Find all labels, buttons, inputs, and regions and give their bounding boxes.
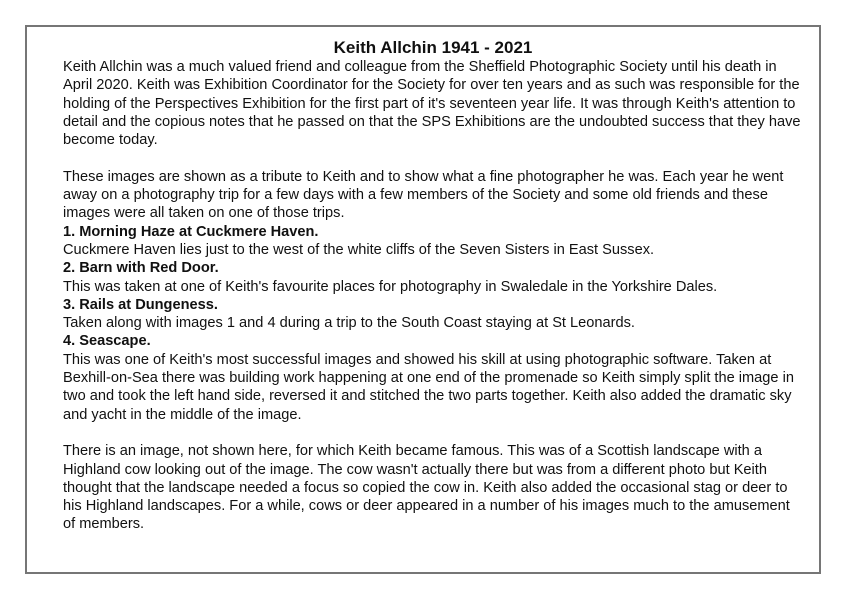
document-title: Keith Allchin 1941 - 2021 [333, 38, 533, 57]
image-2-description: This was taken at one of Keith's favourite places for photography in Swaledale in the Yorkshire Dales. [63, 278, 718, 295]
document-body [63, 38, 803, 534]
closing-paragraph: There is an image, not shown here, for which Keith became famous. This was of a Scottish landscape with a Highland cow looking out of the image. The cow wasn't actually there but was from a different photo but Keith thought that the landscape needed a focus so copied the cow in. Keith also added the occasional stag or deer to his Highland landscapes. For a while, cows or deer appeared in a number of his images much to the amusement of members. [63, 443, 790, 533]
image-3-heading: 3. Rails at Dungeness. [63, 296, 218, 313]
paragraph-spacer [63, 149, 803, 167]
paragraph-spacer [63, 424, 803, 442]
image-4-heading: 4. Seascape. [63, 333, 151, 350]
image-2-heading: 2. Barn with Red Door. [63, 260, 219, 277]
image-3-description: Taken along with images 1 and 4 during a trip to the South Coast staying at St Leonards. [63, 315, 635, 332]
tribute-paragraph: These images are shown as a tribute to Keith and to show what a fine photographer he was. Each year he went away on a photography trip for a few days with a few members of the Society and some old friends and these images were all taken on one of those trips. [63, 168, 784, 222]
image-4-description: This was one of Keith's most successful images and showed his skill at using photographic software. Taken at Bexhill-on-Sea there was building work happening at one end of the promenade so Keith simply split the image in two and took the left hand side, reversed it and stitched the two parts together. Keith also added the dramatic sky and yacht in the middle of the image. [63, 351, 794, 423]
image-1-description: Cuckmere Haven lies just to the west of the white cliffs of the Seven Sisters in East Sussex. [63, 241, 655, 258]
intro-paragraph: Keith Allchin was a much valued friend and colleague from the Sheffield Photographic Society until his death in April 2020. Keith was Exhibition Coordinator for the Society for over ten years and as such was responsible for the holding of the Perspectives Exhibition for the first part of it's seventeen year life. It was through Keith's attention to detail and the copious notes that he passed on that the SPS Exhibitions are the undoubted success that they have become today. [63, 59, 801, 149]
image-1-heading: 1. Morning Haze at Cuckmere Haven. [63, 223, 319, 240]
